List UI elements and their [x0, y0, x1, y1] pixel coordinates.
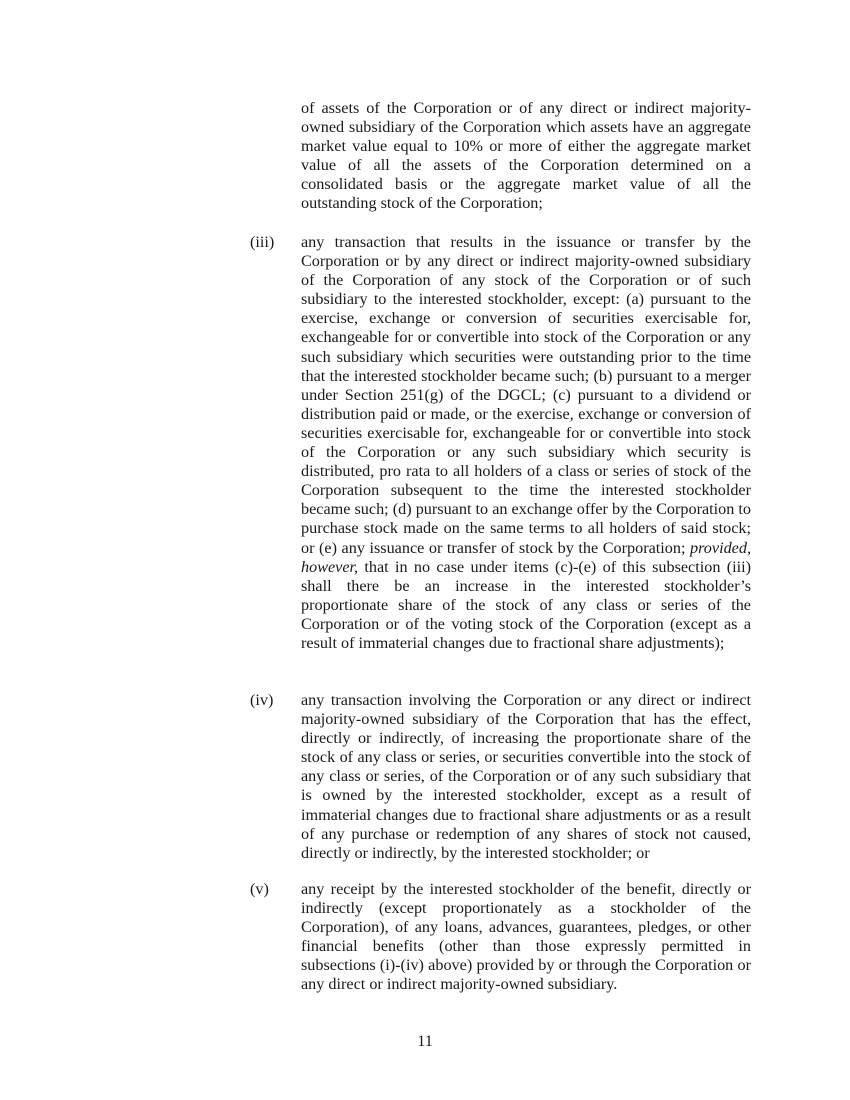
item-text-part: that in no case under items (c)-(e) of this subsection (iii) shall there be an increase in the interested stockholder’s proportionate share of the stock of any class or series of the Corporation or of the voting stock of the Corporation (except as a result of immaterial changes due to fractional share adjustments); — [301, 557, 751, 652]
item-number: (iv) — [250, 691, 274, 709]
page-number: 11 — [417, 1032, 433, 1050]
item-text-italic: provided, however, — [301, 538, 752, 576]
item-number: (iii) — [250, 233, 275, 251]
item-text: any transaction involving the Corporation or any direct or indirect majority-owned subsidiary of the Corporation that has the effect, directly or indirectly, of increasing the proportionate share of the stock of any class or series, or securities convertible into the stock of any class or series, of the Corporation or of any such subsidiary that is owned by the interested stockholder, except as a result of immaterial changes due to fractional share adjustments or as a result of any purchase or redemption of any shares of stock not caused, directly or indirectly, by the interested stockholder; or — [301, 691, 751, 862]
item-number: (v) — [250, 880, 269, 898]
item-text — [301, 233, 751, 653]
item-text-part: any transaction that results in the issuance or transfer by the Corporation or by any direct or indirect majority-owned subsidiary of the Corporation of any stock of the Corporation or of such subsidiary to the interested stockholder, except: (a) pursuant to the exercise, exchange or conversion of securities exercisable for, exchangeable for or convertible into stock of the Corporation or any such subsidiary which securities were outstanding prior to the time that the interested stockholder became such; (b) pursuant to a merger under Section 251(g) of the DGCL; (c) pursuant to a dividend or distribution paid or made, or the exercise, exchange or conversion of securities exercisable for, exchangeable for or convertible into stock of the Corporation or any such subsidiary which security is distributed, pro rata to all holders of a class or series of stock of the Corporation subsequent to the time the interested stockholder became such; (d) pursuant to an exchange offer by the Corporation to purchase stock made on the same terms to all holders of said stock; or (e) any issuance or transfer of stock by the Corporation; — [301, 233, 751, 557]
item-text: any receipt by the interested stockholder of the benefit, directly or indirectly (except proportionately as a stockholder of the Corporation), of any loans, advances, guarantees, pledges, or other financial benefits (other than those expressly permitted in subsections (i)-(iv) above) provided by or through the Corporation or any direct or indirect majority-owned subsidiary. — [301, 880, 751, 994]
continuation-paragraph: of assets of the Corporation or of any direct or indirect majority-owned subsidiary of the Corporation which assets have an aggregate market value equal to 10% or more of either the aggregate market value of all the assets of the Corporation determined on a consolidated basis or the aggregate market value of all the outstanding stock of the Corporation; — [301, 99, 751, 213]
